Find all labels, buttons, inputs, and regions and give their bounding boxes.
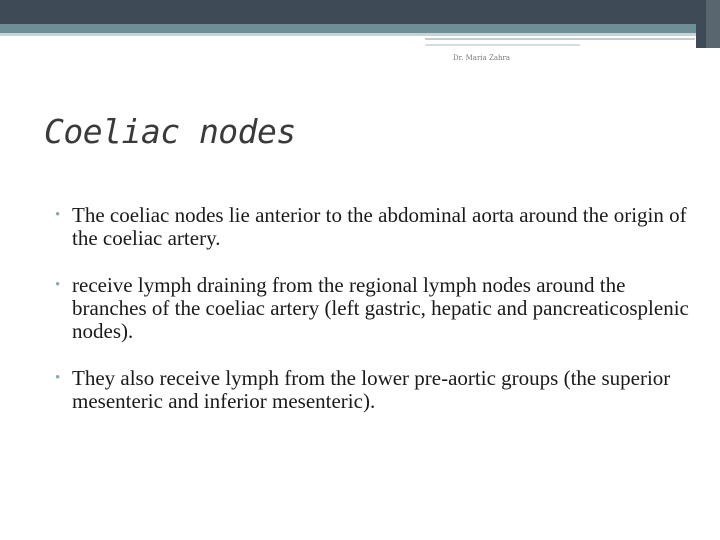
bullet-text: receive lymph draining from the regional lymph nodes around the branches of the coeliac artery (left gastric, hepatic and pancreaticosplenic nodes). xyxy=(72,273,689,343)
slide-title: Coeliac nodes xyxy=(44,112,296,151)
bullet-item xyxy=(54,367,694,413)
bullet-item xyxy=(54,204,694,250)
top-decorative-rule xyxy=(0,24,720,33)
bullet-text: The coeliac nodes lie anterior to the abdominal aorta around the origin of the coeliac artery. xyxy=(72,203,687,250)
bullet-marker-icon: • xyxy=(55,370,61,386)
bullet-marker-icon: • xyxy=(55,207,61,223)
accent-line-short xyxy=(425,44,580,46)
top-decorative-rule-light xyxy=(0,33,720,36)
bullet-marker-icon: • xyxy=(55,277,61,293)
author-credit: Dr. Maria Zahra xyxy=(453,54,511,62)
bullet-item xyxy=(54,274,694,343)
bullet-text: They also receive lymph from the lower pre-aortic groups (the superior mesenteric and inferior mesenteric). xyxy=(72,366,671,413)
top-decorative-band xyxy=(0,0,720,24)
bullet-list xyxy=(54,204,694,437)
accent-line xyxy=(425,38,695,40)
corner-decoration-inner xyxy=(706,0,720,48)
